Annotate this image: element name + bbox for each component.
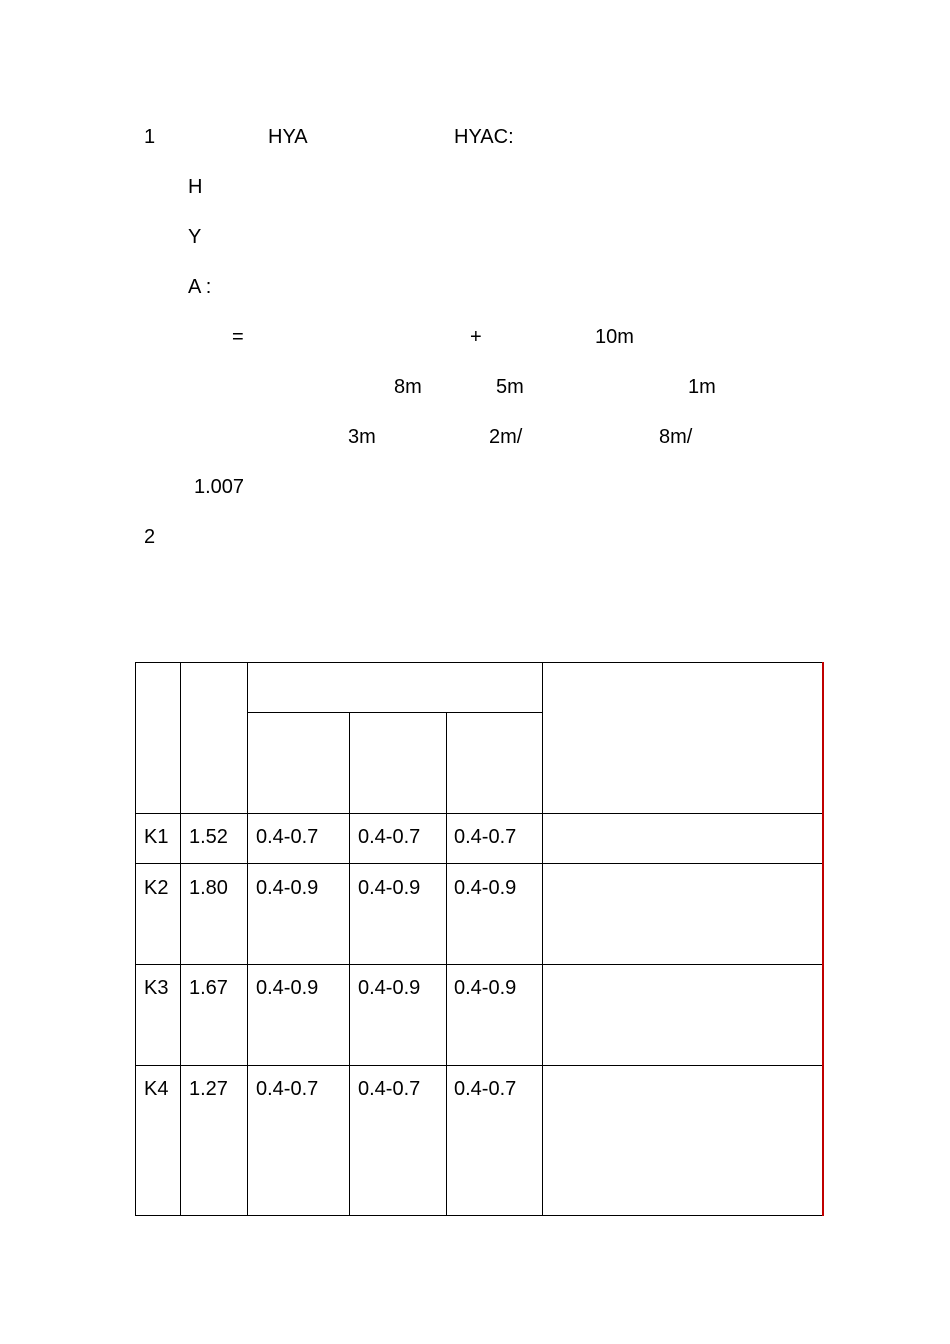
value-2m-per: 2m/ xyxy=(489,426,523,448)
range-cell: 0.4-0.9 xyxy=(358,977,421,999)
value-5m: 5m xyxy=(496,376,524,398)
table-border-top xyxy=(135,662,824,663)
table-border-right xyxy=(822,662,824,1216)
table-col-divider xyxy=(446,712,447,1216)
section-number-2: 2 xyxy=(144,526,156,548)
letter-y: Y xyxy=(188,226,202,248)
term-hyac: HYAC: xyxy=(454,126,514,148)
range-cell: 0.4-0.7 xyxy=(256,1078,319,1100)
table-col-divider xyxy=(247,662,248,1216)
plus-sign: + xyxy=(470,326,482,348)
row-value: 1.67 xyxy=(189,977,228,999)
table-border-bottom xyxy=(135,1215,824,1216)
table-row-divider xyxy=(135,964,824,965)
section-number-1: 1 xyxy=(144,126,156,148)
value-8m-per: 8m/ xyxy=(659,426,693,448)
range-cell: 0.4-0.7 xyxy=(256,826,319,848)
range-cell: 0.4-0.7 xyxy=(454,826,517,848)
range-cell: 0.4-0.9 xyxy=(358,877,421,899)
range-cell: 0.4-0.7 xyxy=(454,1078,517,1100)
range-cell: 0.4-0.7 xyxy=(358,826,421,848)
table-header-divider xyxy=(247,712,542,713)
letter-h: H xyxy=(188,176,203,198)
row-id: K2 xyxy=(144,877,169,899)
range-cell: 0.4-0.7 xyxy=(358,1078,421,1100)
table-col-divider xyxy=(180,662,181,1216)
letter-a: A : xyxy=(188,276,212,298)
table-row-divider xyxy=(135,1065,824,1066)
range-cell: 0.4-0.9 xyxy=(256,977,319,999)
range-cell: 0.4-0.9 xyxy=(454,977,517,999)
row-value: 1.80 xyxy=(189,877,228,899)
value-10m: 10m xyxy=(595,326,634,348)
table-col-divider xyxy=(349,712,350,1216)
term-hya: HYA xyxy=(268,126,308,148)
table-row-divider xyxy=(135,863,824,864)
row-value: 1.27 xyxy=(189,1078,228,1100)
value-8m: 8m xyxy=(394,376,422,398)
range-cell: 0.4-0.9 xyxy=(454,877,517,899)
range-cell: 0.4-0.9 xyxy=(256,877,319,899)
row-value: 1.52 xyxy=(189,826,228,848)
table-border-left xyxy=(135,662,136,1216)
row-id: K1 xyxy=(144,826,169,848)
row-id: K3 xyxy=(144,977,169,999)
value-1m: 1m xyxy=(688,376,716,398)
value-1-007: 1.007 xyxy=(194,476,245,498)
equals-sign: = xyxy=(232,326,244,348)
table-header-bottom xyxy=(135,813,824,814)
row-id: K4 xyxy=(144,1078,169,1100)
table-col-divider xyxy=(542,662,543,1216)
value-3m: 3m xyxy=(348,426,376,448)
